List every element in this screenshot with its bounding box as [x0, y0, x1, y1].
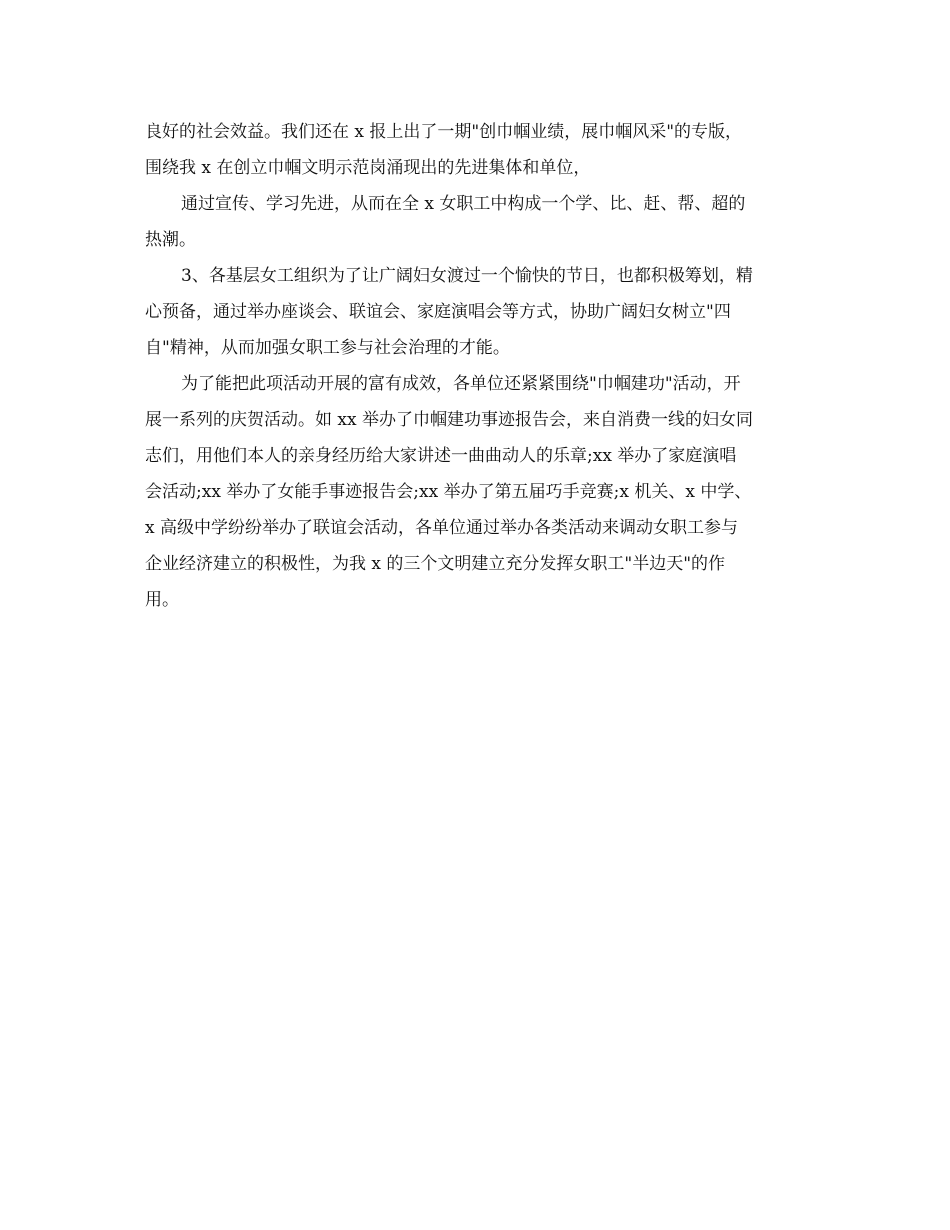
text-line: 用。: [145, 590, 179, 610]
text-line: 自"精神，从而加强女职工参与社会治理的才能。: [145, 338, 510, 358]
text-line: 企业经济建立的积极性，为我 x 的三个文明建立充分发挥女职工"半边天"的作: [145, 554, 726, 574]
text-line: 良好的社会效益。我们还在 x 报上出了一期"创巾帼业绩，展巾帼风采"的专版，: [145, 122, 743, 142]
paragraph-first-line: 3、各基层女工组织为了让广阔妇女渡过一个愉快的节日，也都积极筹划，精: [181, 266, 753, 286]
document-body: [145, 114, 815, 618]
text-line: 志们，用他们本人的亲身经历给大家讲述一曲曲动人的乐章;xx 举办了家庭演唱: [145, 446, 737, 466]
paragraph-first-line: 通过宣传、学习先进，从而在全 x 女职工中构成一个学、比、赶、帮、超的: [181, 194, 746, 214]
text-line: 围绕我 x 在创立巾帼文明示范岗涌现出的先进集体和单位，: [145, 158, 591, 178]
paragraph-first-line: 为了能把此项活动开展的富有成效，各单位还紧紧围绕"巾帼建功"活动，开: [181, 374, 741, 394]
text-line: 心预备，通过举办座谈会、联谊会、家庭演唱会等方式，协助广阔妇女树立"四: [145, 302, 731, 322]
text-line: 会活动;xx 举办了女能手事迹报告会;xx 举办了第五届巧手竞赛;x 机关、x 中学、: [145, 482, 752, 502]
text-line: 热潮。: [145, 230, 196, 250]
text-line: 展一系列的庆贺活动。如 xx 举办了巾帼建功事迹报告会，来自消费一线的妇女同: [145, 410, 753, 430]
text-line: x 高级中学纷纷举办了联谊会活动，各单位通过举办各类活动来调动女职工参与: [145, 518, 738, 538]
